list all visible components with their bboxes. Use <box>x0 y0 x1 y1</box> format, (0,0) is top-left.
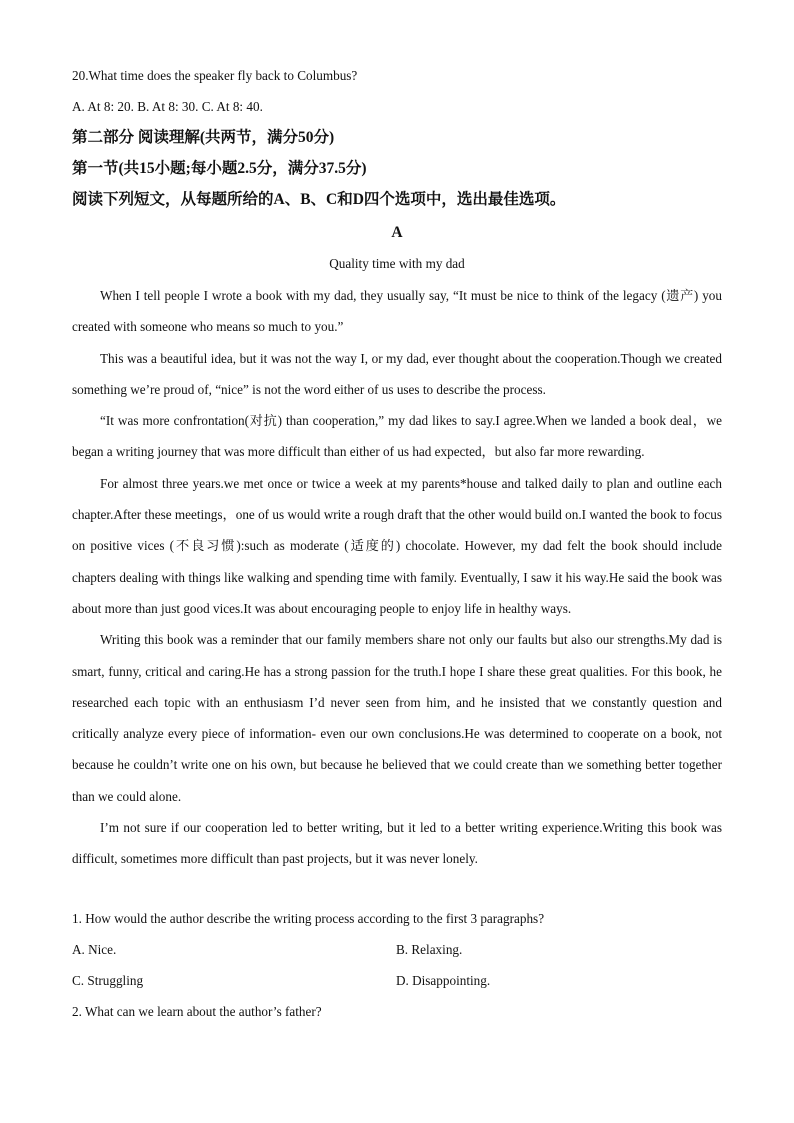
paragraph-2: This was a beautiful idea, but it was not the way I, or my dad, ever thought about the cooperation.Though we created something we’re proud of, “nice” is not the word either of us uses to describe the process. <box>72 350 722 397</box>
question-20-options: A. At 8: 20. B. At 8: 30. C. At 8: 40. <box>72 99 263 114</box>
paragraph-5: Writing this book was a reminder that our family members share not only our faults but also our strengths.My dad is smart, funny, critical and caring.He has a strong passion for the truth.I hope I share these great qualities. For this book, he researched each topic with an enthusiasm I’d never seen from him, and he insisted that we constantly question and critically analyze every piece of information- even our own conclusions.He was determined to cooperate on a book, not because he couldn’t write one on his own, but because he believed that we could create than we something better together than we could alone. <box>72 632 722 804</box>
passage-label: A <box>391 224 403 241</box>
question-20: 20.What time does the speaker fly back to Columbus? <box>72 68 358 83</box>
part-two-heading: 第二部分 阅读理解(共两节，满分50分) <box>72 129 335 146</box>
question-1: 1. How would the author describe the writing process according to the first 3 paragraphs? <box>72 911 545 926</box>
q1-option-d: D. Disappointing. <box>396 973 491 988</box>
question-2: 2. What can we learn about the author’s father? <box>72 1004 322 1019</box>
section-one-heading: 第一节(共15小题;每小题2.5分，满分37.5分) <box>72 160 367 177</box>
passage-body <box>72 280 722 875</box>
passage-title: Quality time with my dad <box>329 256 465 271</box>
paragraph-4: For almost three years.we met once or twice a week at my parents*house and talked daily to plan and outline each chapter.After these meetings，one of us would write a rough draft that the other would build on.I wanted the book to focus on positive vices (不良习惯):such as moderate (适度的) chocolate. However, my dad felt the book should include chapters dealing with things like walking and spending time with family. Eventually, I saw it his way.He said the book was about more than just good vices.It was about encouraging people to enjoy life in healthy ways. <box>72 475 722 616</box>
paragraph-3: “It was more confrontation(对抗) than cooperation,” my dad likes to say.I agree.When we landed a book deal，we began a writing journey that was more difficult than either of us had expected，but also far more rewarding. <box>72 413 722 460</box>
instruction-text: 阅读下列短文，从每题所给的A、B、C和D四个选项中，选出最佳选项。 <box>72 191 566 208</box>
q1-option-c: C. Struggling <box>72 973 144 988</box>
q1-option-b: B. Relaxing. <box>396 942 463 957</box>
paragraph-6: I’m not sure if our cooperation led to better writing, but it led to a better writing experience.Writing this book was difficult, sometimes more difficult than past projects, but it was never lonely. <box>72 820 722 867</box>
q1-option-a: A. Nice. <box>72 942 117 957</box>
paragraph-1: When I tell people I wrote a book with my dad, they usually say, “It must be nice to think of the legacy (遗产) you created with someone who means so much to you.” <box>72 288 722 335</box>
